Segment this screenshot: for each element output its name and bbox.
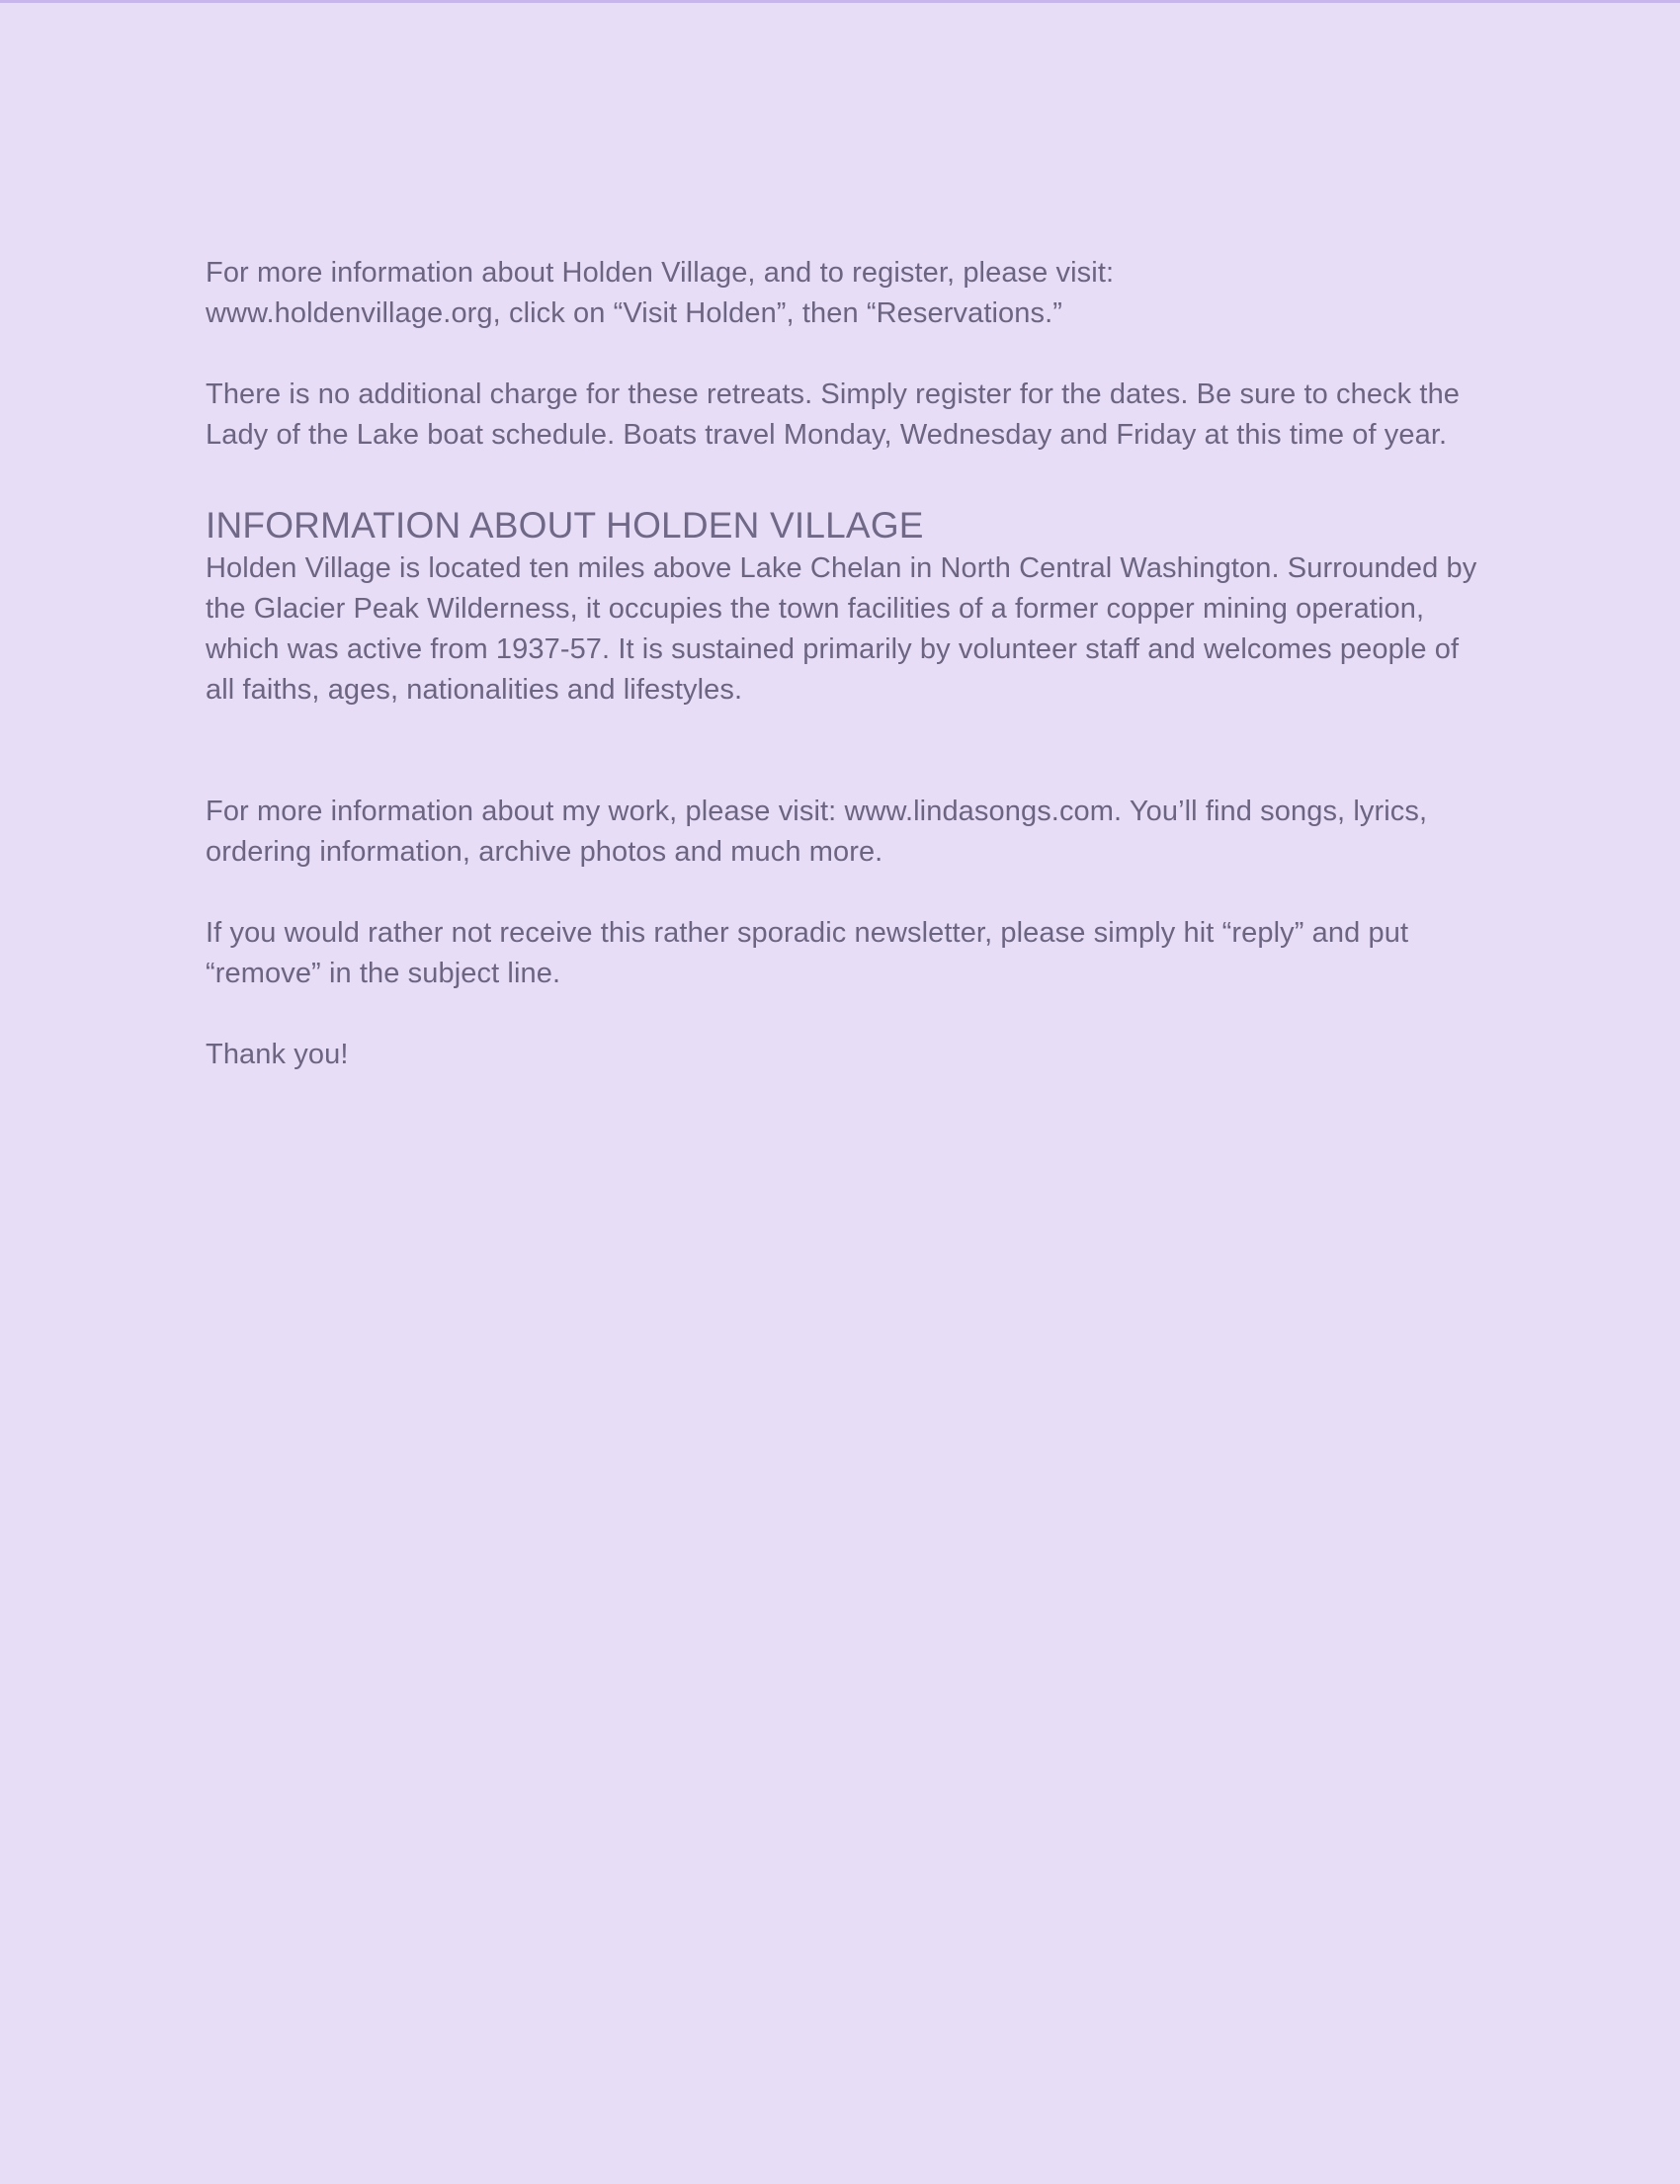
top-border-rule [0, 0, 1680, 3]
unsubscribe-paragraph: If you would rather not receive this rather sporadic newsletter, please simply hit “reply” and put “remove” in the subject line. [206, 917, 1409, 989]
thank-you-line: Thank you! [206, 1039, 349, 1070]
document-page [206, 253, 1490, 1075]
section-heading: INFORMATION ABOUT HOLDEN VILLAGE [206, 505, 924, 546]
register-line-2: www.holdenvillage.org, click on “Visit Holden”, then “Reservations.” [206, 297, 1062, 329]
charge-paragraph: There is no additional charge for these retreats. Simply register for the dates. Be sure to check the Lady of the Lake boat schedule. Boats travel Monday, Wednesday and Friday at this time of year. [206, 378, 1461, 451]
register-line-1: For more information about Holden Village, and to register, please visit: [206, 257, 1115, 289]
register-paragraph [206, 253, 1490, 334]
about-paragraph: Holden Village is located ten miles above Lake Chelan in North Central Washington. Surrounded by the Glacier Peak Wilderness, it occupies the town facilities of a former copper mining operation, which was active from 1937-57. It is sustained primarily by volunteer staff and welcomes people of all faiths, ages, nationalities and lifestyles. [206, 552, 1477, 706]
my-work-paragraph: For more information about my work, please visit: www.lindasongs.com. You’ll find songs, lyrics, ordering information, archive photos and much more. [206, 796, 1428, 868]
